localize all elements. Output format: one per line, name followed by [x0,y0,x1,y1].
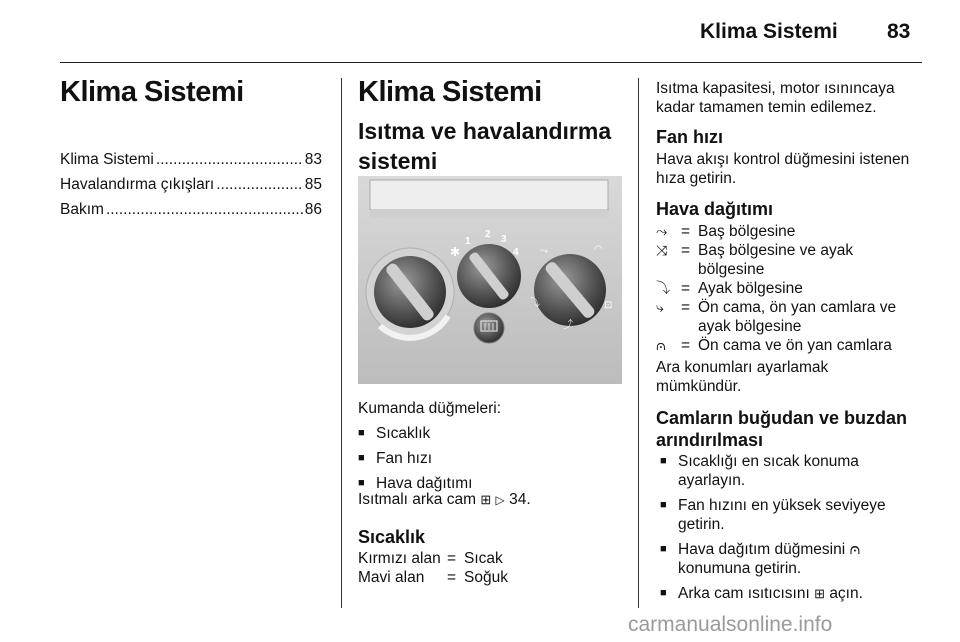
temperature-table [358,549,508,587]
table-row: Mavi alan = Soğuk [358,569,508,586]
subsection-title: Isıtma ve havalandırma sistemi [358,118,612,174]
heating-capacity-note: Isıtma kapasitesi, motor ısınıncaya kadar tamamen temin edilemez. [656,80,895,116]
section-title: Klima Sistemi [358,76,542,108]
running-header-title: Klima Sistemi [700,20,838,43]
page-number: 83 [887,20,911,43]
list-item: ⤵ = Ayak bölgesine [656,280,803,297]
list-item: ■ Hava dağıtım düğmesini ⩀ konumuna getirin. [660,541,861,577]
intermediate-positions-note: Ara konumları ayarlamak mümkündür. [656,359,829,395]
toc-entry[interactable] [60,151,322,169]
list-item: ■ Hava dağıtımı [358,475,473,492]
toc-label: Havalandırma çıkışları [60,176,215,193]
fan-speed-text: Hava akışı kontrol düğmesini istenen hıza getirin. [656,151,910,187]
chapter-title: Klima Sistemi [60,76,244,108]
controls-list [358,424,628,493]
fan-icon: ✱ [450,245,461,259]
head-zone-icon: ⤳ [656,223,668,239]
list-item: ⩀ = Ön cama ve ön yan camlara [656,337,892,354]
toc-dots [156,151,303,169]
rear-window-note: Isıtmalı arka cam ⊞ ▷ 34. [358,491,531,508]
air-distribution-heading: Hava dağıtımı [656,199,774,219]
watermark[interactable]: carmanualsonline.info [628,613,833,636]
bullet-icon: ■ [660,455,667,467]
list-item: ■ Arka cam ısıtıcısını ⊞ açın. [660,585,863,602]
air-distribution-list [656,222,926,355]
column-separator-2 [638,78,639,608]
page-ref-icon: ▷ [495,493,505,507]
list-item: ⤷ = Ön cama, ön yan camlara ve ayak bölgesine [656,299,897,335]
fan-position-4-label: 4 [513,247,519,258]
fan-speed-heading: Fan hızı [656,127,723,147]
page-ref-link[interactable]: 34. [509,491,531,508]
temperature-heading: Sıcaklık [358,527,426,547]
head-foot-zone-icon: ⤴ [563,320,573,331]
defrost-steps [660,452,930,603]
fan-position-3-label: 3 [501,234,507,245]
toc-entry[interactable] [60,176,322,194]
foot-zone-icon: ⤵ [530,298,540,309]
bullet-icon: ■ [358,427,365,439]
toc-dots [216,176,303,194]
list-item: ■ Fan hızını en yüksek seviyeye getirin. [660,497,886,533]
column-separator-1 [341,78,342,608]
windscreen-foot-icon: ⤷ [656,299,664,315]
windscreen-icon: ◠ [594,244,603,255]
bullet-icon: ■ [660,587,667,599]
list-item: ■ Fan hızı [358,450,432,467]
head-zone-icon: ⤳ [540,246,548,257]
toc-label: Bakım [60,201,104,218]
list-item: ■ Sıcaklık [358,425,431,442]
bullet-icon: ■ [660,543,667,555]
bullet-icon: ■ [358,477,365,489]
rear-window-heat-icon: ⊞ [480,492,492,507]
list-item: ■ Sıcaklığı en sıcak konuma ayarlayın. [660,453,859,489]
windscreen-foot-icon: ⊡ [604,300,613,311]
table-row: Kırmızı alan = Sıcak [358,550,503,567]
foot-zone-icon: ⤵ [656,280,670,296]
toc-entry[interactable] [60,201,322,219]
toc-dots [106,201,303,219]
toc-page: 85 [304,176,322,193]
rear-window-heat-icon: ⊞ [814,586,825,601]
toc-page: 83 [304,151,322,168]
control-panel-image [358,176,622,384]
defrost-heading: Camların buğudan ve buzdan arındırılması [656,408,908,450]
windscreen-icon: ⩀ [656,337,666,353]
bullet-icon: ■ [660,499,667,511]
list-item: ⤳ = Baş bölgesine [656,223,796,240]
windscreen-icon: ⩀ [849,541,861,558]
head-foot-zone-icon: ⤨ [656,242,668,258]
toc-page: 86 [304,201,322,218]
list-item: ⤨ = Baş bölgesine ve ayak bölgesine [656,242,854,278]
header-rule [60,62,922,63]
fan-position-1-label: 1 [465,236,471,247]
toc-label: Klima Sistemi [60,151,154,168]
fan-position-2-label: 2 [485,229,491,240]
bullet-icon: ■ [358,452,365,464]
controls-intro: Kumanda düğmeleri: [358,400,502,417]
